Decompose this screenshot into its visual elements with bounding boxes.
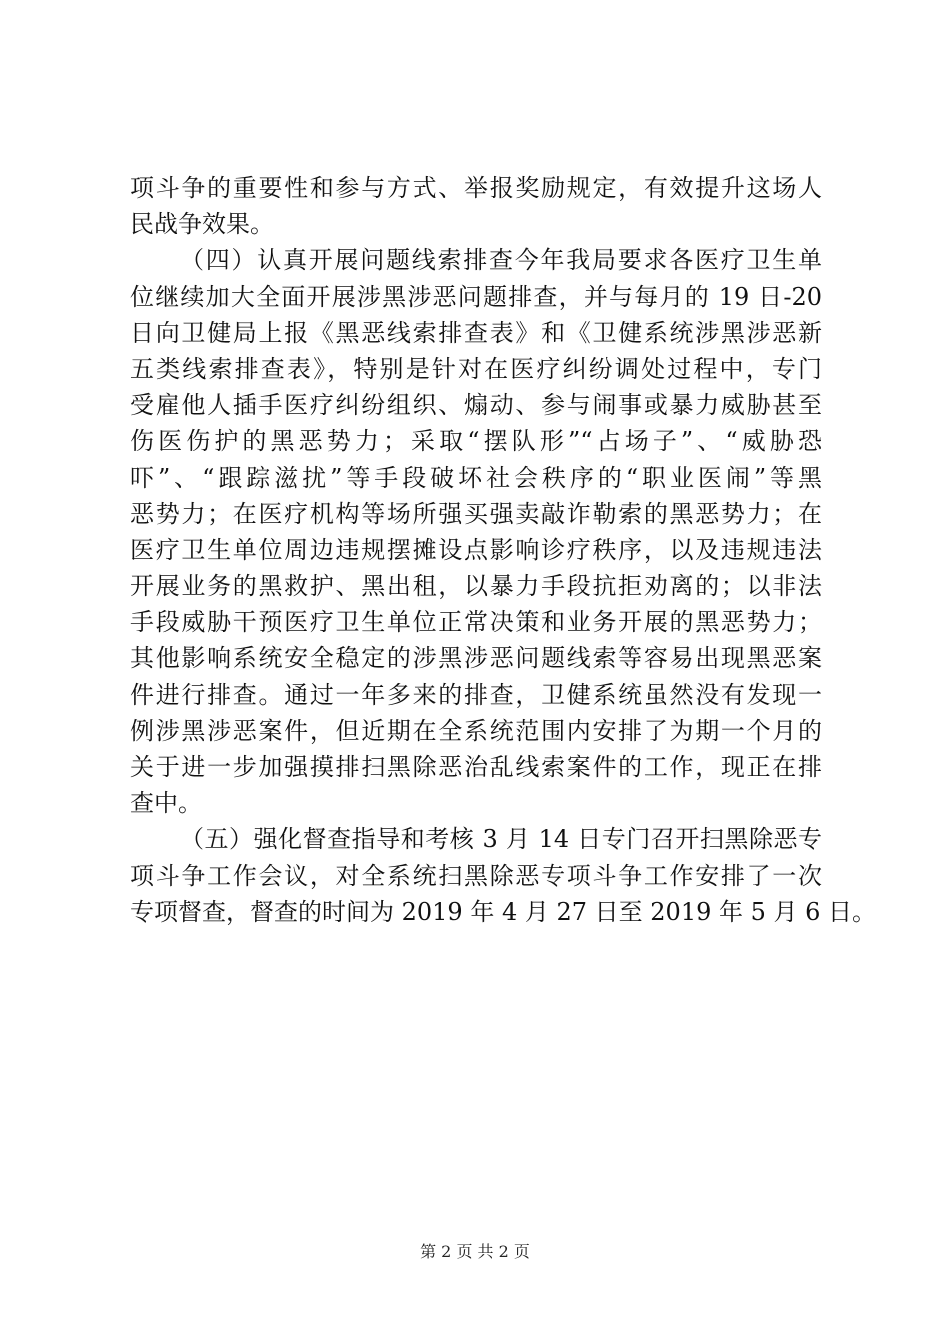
text-line: 吓”、“跟踪滋扰”等手段破坏社会秩序的“职业医闹”等黑: [130, 463, 822, 492]
text-line: 例涉黑涉恶案件，但近期在全系统范围内安排了为期一个月的: [130, 716, 822, 745]
text-line: （五）强化督查指导和考核 3 月 14 日专门召开扫黑除恶专: [180, 825, 822, 854]
text-line: 件进行排查。通过一年多来的排查，卫健系统虽然没有发现一: [130, 680, 822, 709]
text-line: 其他影响系统安全稳定的涉黑涉恶问题线索等容易出现黑恶案: [130, 644, 822, 673]
text-line: 位继续加大全面开展涉黑涉恶问题排查，并与每月的 19 日-20: [130, 282, 822, 311]
text-line: 手段威胁干预医疗卫生单位正常决策和业务开展的黑恶势力；: [130, 608, 822, 637]
text-line: 日向卫健局上报《黑恶线索排查表》和《卫健系统涉黑涉恶新: [130, 318, 822, 347]
text-line: 伤医伤护的黑恶势力；采取“摆队形”“占场子”、“威胁恐: [130, 427, 822, 456]
text-line: 民战争效果。: [130, 210, 274, 239]
text-line: 开展业务的黑救护、黑出租，以暴力手段抗拒劝离的；以非法: [130, 572, 822, 601]
text-line: 专项督查，督查的时间为 2019 年 4 月 27 日至 2019 年 5 月 6 日。: [130, 897, 877, 926]
page-number-footer: 第 2 页 共 2 页: [420, 1242, 530, 1261]
text-line: 查中。: [130, 789, 202, 818]
text-line: 项斗争的重要性和参与方式、举报奖励规定，有效提升这场人: [130, 174, 822, 202]
text-line: （四）认真开展问题线索排查今年我局要求各医疗卫生单: [180, 246, 822, 275]
text-line: 关于进一步加强摸排扫黑除恶治乱线索案件的工作，现正在排: [130, 753, 822, 781]
text-line: 恶势力；在医疗机构等场所强买强卖敲诈勒索的黑恶势力；在: [130, 499, 822, 528]
text-line: 受雇他人插手医疗纠纷组织、煽动、参与闹事或暴力威胁甚至: [130, 391, 822, 420]
text-line: 项斗争工作会议，对全系统扫黑除恶专项斗争工作安排了一次: [130, 861, 822, 890]
document-body: [130, 170, 877, 930]
text-line: 医疗卫生单位周边违规摆摊设点影响诊疗秩序，以及违规违法: [130, 535, 822, 564]
text-line: 五类线索排查表》，特别是针对在医疗纠纷调处过程中，专门: [130, 354, 822, 383]
